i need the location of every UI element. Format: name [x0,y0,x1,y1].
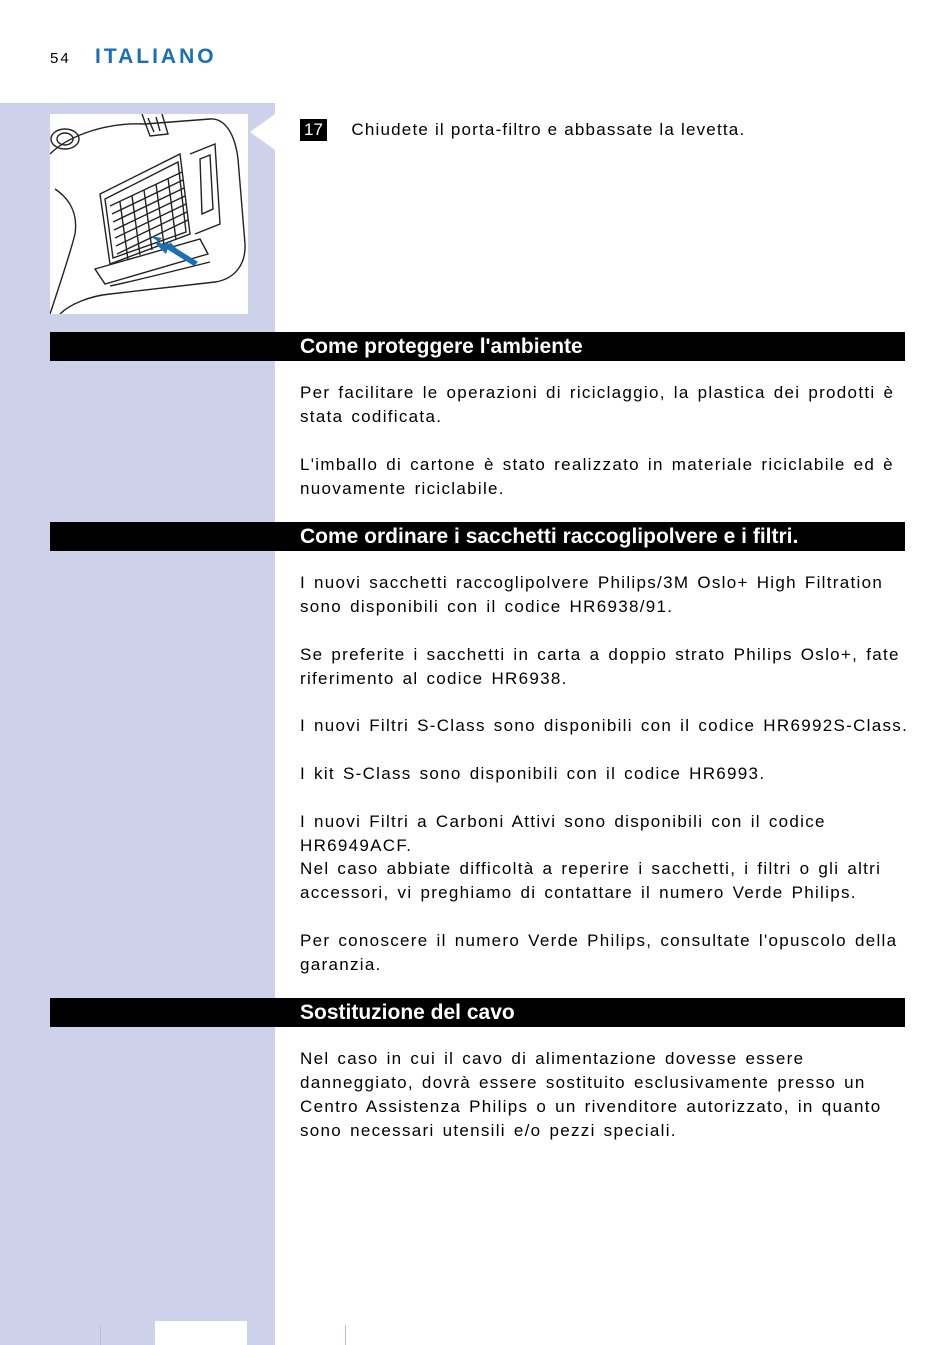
paragraph: Nel caso abbiate difficoltà a reperire i sacchetti, i filtri o gli altri accessori, vi preghiamo di contattare il numero Verde Philips. [300,859,882,902]
paragraph: I kit S-Class sono disponibili con il codice HR6993. [300,764,766,783]
page-number: 54 [50,50,71,67]
section-title-ordering: Come ordinare i sacchetti raccoglipolvere e i filtri. [300,525,799,548]
footer-box [155,1321,247,1345]
paragraph: Se preferite i sacchetti in carta a doppio strato Philips Oslo+, fate riferimento al codice HR6938. [300,645,900,688]
paragraph: Per facilitare le operazioni di riciclaggio, la plastica dei prodotti è stata codificata. [300,383,895,426]
step-number-badge: 17 [300,119,327,141]
paragraph: I nuovi Filtri S-Class sono disponibili con il codice HR6992S-Class. [300,716,909,735]
footer-divider [100,1325,101,1345]
paragraph: I nuovi sacchetti raccoglipolvere Philips/3M Oslo+ High Filtration sono disponibili con il codice HR6938/91. [300,573,884,616]
step-instruction: Chiudete il porta-filtro e abbassate la levetta. [351,120,746,139]
language-heading: ITALIANO [95,45,217,68]
callout-pointer [250,114,275,150]
paragraph: I nuovi Filtri a Carboni Attivi sono disponibili con il codice HR6949ACF. [300,812,826,855]
paragraph: Per conoscere il numero Verde Philips, consultate l'opuscolo della garanzia. [300,931,898,974]
section-title-cable: Sostituzione del cavo [300,1001,515,1024]
footer-divider [345,1325,346,1345]
vacuum-filter-holder-icon [50,114,248,314]
paragraph: Nel caso in cui il cavo di alimentazione dovesse essere danneggiato, dovrà essere sostituito esclusivamente presso un Centro Assistenza Philips o un rivenditore autorizzato, in quanto sono necessari utensili e/o pezzi speciali. [300,1049,882,1140]
section-title-environment: Come proteggere l'ambiente [300,335,583,358]
paragraph: L'imballo di cartone è stato realizzato in materiale riciclabile ed è nuovamente riciclabile. [300,455,894,498]
step-17 [300,119,910,141]
vacuum-filter-illustration [50,114,248,314]
